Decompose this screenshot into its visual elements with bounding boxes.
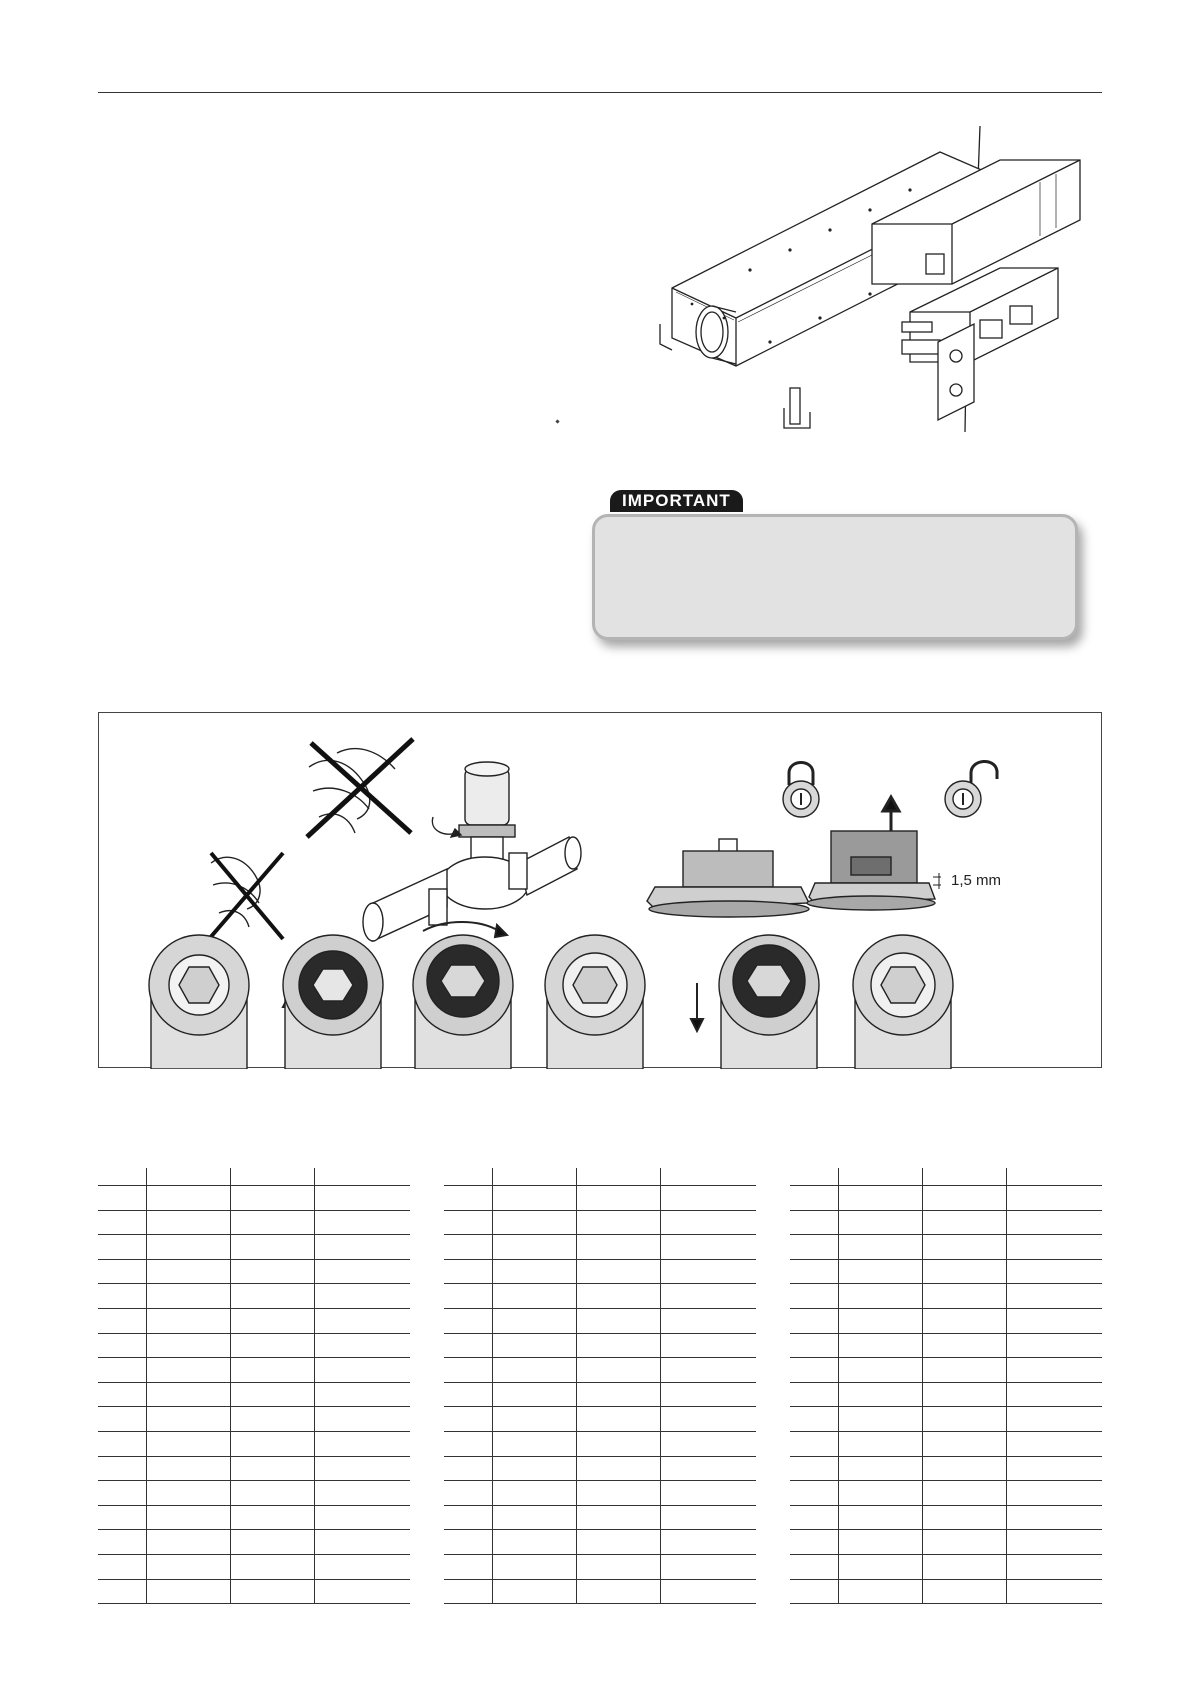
table-row bbox=[444, 1530, 756, 1555]
table-row bbox=[98, 1530, 410, 1555]
table-row bbox=[790, 1481, 1102, 1506]
important-note bbox=[586, 490, 1086, 660]
table-row bbox=[98, 1168, 410, 1186]
table-row bbox=[444, 1259, 756, 1284]
valve-knob-step-1 bbox=[149, 935, 249, 1069]
important-label: IMPORTANT bbox=[610, 490, 743, 512]
pliers-icon bbox=[211, 857, 260, 927]
stray-mark bbox=[555, 419, 559, 423]
valve-knob-step-2 bbox=[283, 935, 383, 1069]
table-row bbox=[790, 1284, 1102, 1309]
settings-table-1 bbox=[98, 1168, 410, 1604]
table-row bbox=[98, 1554, 410, 1579]
table-row bbox=[444, 1235, 756, 1260]
table-row bbox=[444, 1358, 756, 1383]
table-row bbox=[444, 1333, 756, 1358]
table-row bbox=[790, 1382, 1102, 1407]
lock-closed-icon bbox=[783, 763, 819, 818]
table-row bbox=[790, 1554, 1102, 1579]
table-row bbox=[444, 1579, 756, 1604]
table-row bbox=[790, 1456, 1102, 1481]
table-row bbox=[444, 1186, 756, 1211]
table-row bbox=[98, 1358, 410, 1383]
valve-insert-locked bbox=[647, 839, 809, 917]
table-row bbox=[444, 1431, 756, 1456]
table-row bbox=[98, 1382, 410, 1407]
gap-measurement: 1,5 mm bbox=[951, 872, 1002, 889]
ventilation-unit-drawing bbox=[640, 112, 1100, 452]
valve-knob-step-4 bbox=[545, 935, 645, 1069]
settings-table-3 bbox=[790, 1168, 1102, 1604]
table-row bbox=[98, 1333, 410, 1358]
table-row bbox=[98, 1456, 410, 1481]
table-row bbox=[98, 1431, 410, 1456]
table-row bbox=[444, 1284, 756, 1309]
table-row bbox=[98, 1284, 410, 1309]
table-row bbox=[444, 1308, 756, 1333]
table-row bbox=[444, 1382, 756, 1407]
table-row bbox=[444, 1554, 756, 1579]
valve-knob-step-3 bbox=[413, 935, 513, 1069]
table-row bbox=[98, 1259, 410, 1284]
table-row bbox=[790, 1530, 1102, 1555]
valve-insert-unlocked bbox=[807, 831, 941, 910]
table-row bbox=[444, 1481, 756, 1506]
table-row bbox=[98, 1407, 410, 1432]
table-row bbox=[98, 1579, 410, 1604]
table-row bbox=[790, 1210, 1102, 1235]
table-row bbox=[790, 1333, 1102, 1358]
table-row bbox=[790, 1259, 1102, 1284]
lock-open-icon bbox=[945, 761, 997, 817]
table-row bbox=[790, 1235, 1102, 1260]
valve-actuator-drawing bbox=[363, 762, 581, 941]
table-row bbox=[98, 1210, 410, 1235]
prohibited-cross-icon bbox=[209, 853, 283, 939]
settings-table-2 bbox=[444, 1168, 756, 1604]
table-row bbox=[98, 1505, 410, 1530]
table-row bbox=[790, 1358, 1102, 1383]
table-row bbox=[98, 1308, 410, 1333]
valve-adjustment-illustration bbox=[98, 712, 1102, 1068]
table-row bbox=[790, 1505, 1102, 1530]
table-row bbox=[98, 1235, 410, 1260]
important-panel bbox=[592, 514, 1078, 640]
valve-knob-step-5 bbox=[719, 935, 819, 1069]
table-row bbox=[444, 1407, 756, 1432]
table-row bbox=[790, 1186, 1102, 1211]
table-row bbox=[790, 1431, 1102, 1456]
arrow-down-icon bbox=[691, 983, 703, 1031]
table-row bbox=[98, 1481, 410, 1506]
header-rule bbox=[98, 92, 1102, 93]
table-row bbox=[790, 1168, 1102, 1186]
table-row bbox=[444, 1168, 756, 1186]
table-row bbox=[444, 1456, 756, 1481]
table-row bbox=[98, 1186, 410, 1211]
table-row bbox=[790, 1308, 1102, 1333]
table-row bbox=[790, 1407, 1102, 1432]
table-row bbox=[790, 1579, 1102, 1604]
valve-knob-step-6 bbox=[853, 935, 953, 1069]
table-row bbox=[444, 1505, 756, 1530]
table-row bbox=[444, 1210, 756, 1235]
